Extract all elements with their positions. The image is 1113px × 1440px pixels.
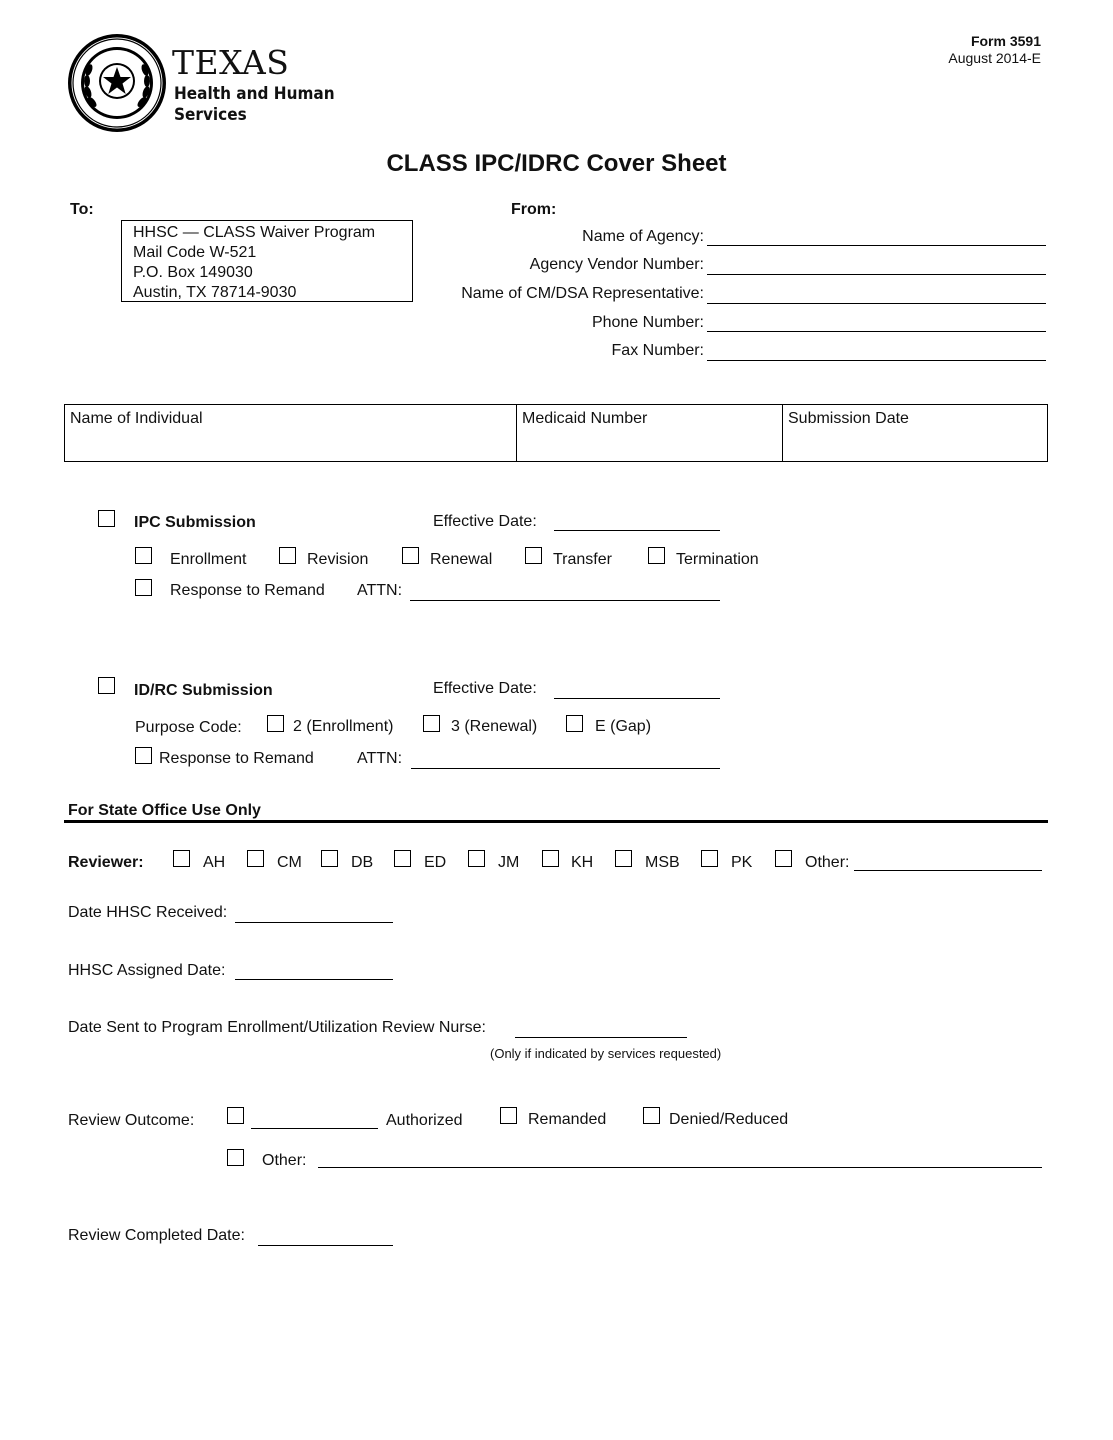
address-line: Austin, TX 78714-9030 xyxy=(133,284,297,301)
reviewer-kh-label: KH xyxy=(571,854,594,871)
reviewer-pk-checkbox[interactable] xyxy=(701,850,718,867)
page-title: CLASS IPC/IDRC Cover Sheet xyxy=(386,150,727,177)
idrc-effective-date-field[interactable] xyxy=(554,698,720,699)
agency-name-field[interactable] xyxy=(707,245,1046,246)
outcome-authorized-checkbox[interactable] xyxy=(227,1107,244,1124)
representative-label: Name of CM/DSA Representative: xyxy=(461,285,704,302)
ipc-response-to-remand-label: Response to Remand xyxy=(170,582,325,599)
purpose-code-2-label: 2 (Enrollment) xyxy=(293,718,394,735)
date-received-field[interactable] xyxy=(235,922,393,923)
submission-date-cell[interactable] xyxy=(782,405,1047,461)
outcome-remanded-checkbox[interactable] xyxy=(500,1107,517,1124)
phone-field[interactable] xyxy=(707,331,1046,332)
individual-info-table xyxy=(64,404,1048,462)
purpose-code-3-checkbox[interactable] xyxy=(423,715,440,732)
ipc-enrollment-label: Enrollment xyxy=(170,551,247,568)
purpose-code-label: Purpose Code: xyxy=(135,719,242,736)
outcome-other-field[interactable] xyxy=(318,1167,1042,1168)
reviewer-kh-checkbox[interactable] xyxy=(542,850,559,867)
representative-field[interactable] xyxy=(707,303,1046,304)
fax-field[interactable] xyxy=(707,360,1046,361)
vendor-number-label: Agency Vendor Number: xyxy=(529,256,704,273)
reviewer-db-label: DB xyxy=(351,854,374,871)
reviewer-other-checkbox[interactable] xyxy=(775,850,792,867)
phone-label: Phone Number: xyxy=(591,314,704,331)
to-label: To: xyxy=(70,201,94,218)
form-number: Form 3591 xyxy=(970,33,1041,49)
reviewer-other-field[interactable] xyxy=(854,870,1042,871)
reviewer-other-label: Other: xyxy=(805,854,850,871)
date-received-label: Date HHSC Received: xyxy=(68,904,228,921)
column-header: Medicaid Number xyxy=(522,410,648,427)
section-divider xyxy=(64,820,1048,823)
reviewer-msb-label: MSB xyxy=(645,854,680,871)
outcome-denied-label: Denied/Reduced xyxy=(669,1111,789,1128)
ipc-termination-label: Termination xyxy=(676,551,759,568)
address-line: P.O. Box 149030 xyxy=(133,264,253,281)
review-outcome-label: Review Outcome: xyxy=(68,1112,195,1129)
ipc-renewal-checkbox[interactable] xyxy=(402,547,419,564)
outcome-remanded-label: Remanded xyxy=(528,1111,607,1128)
review-completed-label: Review Completed Date: xyxy=(68,1227,245,1244)
column-header: Name of Individual xyxy=(70,410,203,427)
logo-wordmark-texas: TEXAS xyxy=(172,43,290,82)
logo-wordmark-line2: Services xyxy=(174,105,247,125)
idrc-attn-label: ATTN: xyxy=(357,750,403,767)
ipc-effective-date-label: Effective Date: xyxy=(433,513,537,530)
idrc-response-to-remand-checkbox[interactable] xyxy=(135,747,152,764)
ipc-enrollment-checkbox[interactable] xyxy=(135,547,152,564)
column-header: Submission Date xyxy=(788,410,909,427)
date-sent-note: (Only if indicated by services requested) xyxy=(490,1046,722,1061)
idrc-attn-field[interactable] xyxy=(411,768,720,769)
reviewer-ed-checkbox[interactable] xyxy=(394,850,411,867)
purpose-code-2-checkbox[interactable] xyxy=(267,715,284,732)
ipc-revision-checkbox[interactable] xyxy=(279,547,296,564)
idrc-submission-checkbox[interactable] xyxy=(98,677,115,694)
idrc-response-to-remand-label: Response to Remand xyxy=(159,750,314,767)
reviewer-jm-checkbox[interactable] xyxy=(468,850,485,867)
purpose-code-e-checkbox[interactable] xyxy=(566,715,583,732)
ipc-attn-label: ATTN: xyxy=(357,582,403,599)
ipc-transfer-checkbox[interactable] xyxy=(525,547,542,564)
vendor-number-field[interactable] xyxy=(707,274,1046,275)
date-sent-label: Date Sent to Program Enrollment/Utilization Review Nurse: xyxy=(68,1019,486,1036)
logo-wordmark-line1: Health and Human xyxy=(174,84,335,104)
ipc-revision-label: Revision xyxy=(307,551,369,568)
purpose-code-3-label: 3 (Renewal) xyxy=(451,718,538,735)
outcome-authorized-amount-field[interactable] xyxy=(251,1128,378,1129)
review-completed-field[interactable] xyxy=(258,1245,393,1246)
reviewer-ed-label: ED xyxy=(424,854,447,871)
ipc-response-to-remand-checkbox[interactable] xyxy=(135,579,152,596)
reviewer-db-checkbox[interactable] xyxy=(321,850,338,867)
date-sent-field[interactable] xyxy=(515,1037,687,1038)
ipc-transfer-label: Transfer xyxy=(553,551,612,568)
form-revision-date: August 2014-E xyxy=(948,50,1041,66)
texas-star-seal-logo xyxy=(66,32,168,134)
reviewer-label: Reviewer: xyxy=(68,854,144,871)
reviewer-msb-checkbox[interactable] xyxy=(615,850,632,867)
reviewer-cm-label: CM xyxy=(277,854,302,871)
ipc-termination-checkbox[interactable] xyxy=(648,547,665,564)
reviewer-jm-label: JM xyxy=(498,854,520,871)
agency-name-label: Name of Agency: xyxy=(582,228,704,245)
ipc-renewal-label: Renewal xyxy=(430,551,493,568)
reviewer-pk-label: PK xyxy=(731,854,753,871)
assigned-date-label: HHSC Assigned Date: xyxy=(68,962,226,979)
idrc-submission-label: ID/RC Submission xyxy=(134,682,273,699)
outcome-other-checkbox[interactable] xyxy=(227,1149,244,1166)
idrc-effective-date-label: Effective Date: xyxy=(433,680,537,697)
address-line: HHSC — CLASS Waiver Program xyxy=(133,224,376,241)
ipc-submission-checkbox[interactable] xyxy=(98,510,115,527)
outcome-denied-checkbox[interactable] xyxy=(643,1107,660,1124)
from-label: From: xyxy=(511,201,557,218)
ipc-effective-date-field[interactable] xyxy=(554,530,720,531)
reviewer-ah-label: AH xyxy=(203,854,226,871)
reviewer-ah-checkbox[interactable] xyxy=(173,850,190,867)
address-line: Mail Code W-521 xyxy=(133,244,257,261)
state-office-heading: For State Office Use Only xyxy=(68,802,261,819)
medicaid-number-cell[interactable] xyxy=(516,405,782,461)
ipc-attn-field[interactable] xyxy=(410,600,720,601)
reviewer-cm-checkbox[interactable] xyxy=(247,850,264,867)
fax-label: Fax Number: xyxy=(611,342,704,359)
outcome-other-label: Other: xyxy=(262,1152,307,1169)
assigned-date-field[interactable] xyxy=(235,979,393,980)
purpose-code-e-label: E (Gap) xyxy=(595,718,652,735)
name-of-individual-cell[interactable] xyxy=(65,405,516,461)
to-address-box xyxy=(121,220,413,302)
outcome-authorized-label: Authorized xyxy=(386,1112,463,1129)
ipc-submission-label: IPC Submission xyxy=(134,514,256,531)
